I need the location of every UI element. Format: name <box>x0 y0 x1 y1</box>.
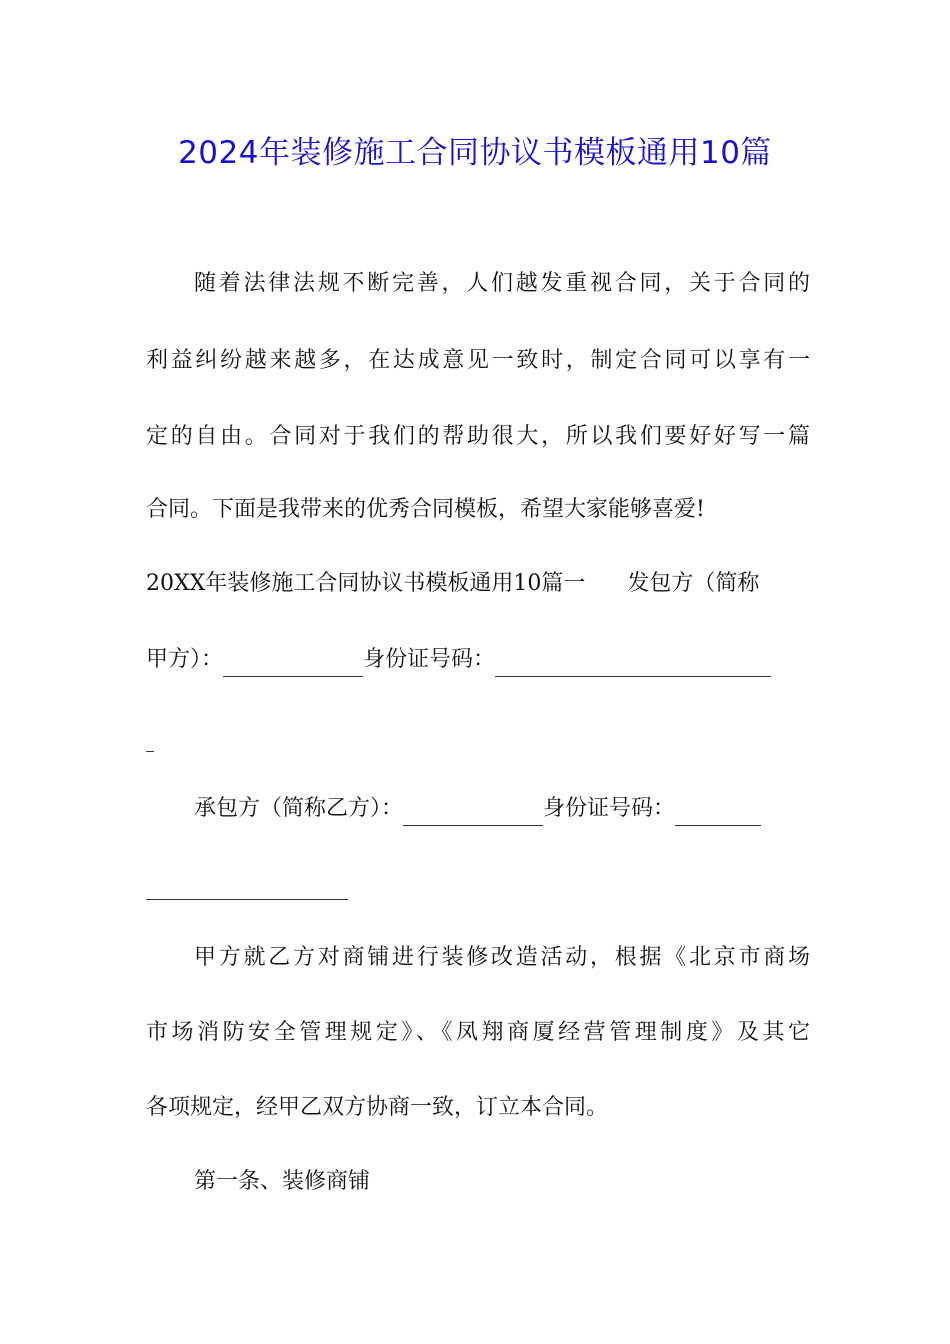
party-a-line-3 <box>146 718 810 752</box>
party-a-name-blank[interactable] <box>223 652 363 677</box>
party-b-id-blank[interactable] <box>675 801 761 826</box>
party-b-line-1 <box>194 792 810 826</box>
party-b-label: 承包方（简称乙方）： <box>194 796 404 821</box>
intro-line-3: 定的自由。合同对于我们的帮助很大，所以我们要好好写一篇 <box>146 424 810 449</box>
party-b-line-2 <box>146 866 810 900</box>
section-heading: 20XX年装修施工合同协议书模板通用10篇一 <box>146 571 586 596</box>
party-a-id-blank[interactable] <box>495 652 771 677</box>
intro-line-1: 随着法律法规不断完善，人们越发重视合同，关于合同的 <box>194 271 810 296</box>
party-a-label-start: 发包方（简称 <box>627 571 760 596</box>
party-a-id-label: 身份证号码： <box>363 647 496 672</box>
intro-line-2: 利益纠纷越来越多，在达成意见一致时，制定合同可以享有一 <box>146 348 810 373</box>
party-b-name-blank[interactable] <box>403 801 543 826</box>
party-a-label-end: 甲方）： <box>146 647 224 672</box>
intro-line-4: 合同。下面是我带来的优秀合同模板，希望大家能够喜爱! <box>146 497 705 522</box>
agreement-line-1: 甲方就乙方对商铺进行装修改造活动，根据《北京市商场 <box>194 945 810 970</box>
party-a-line-1 <box>146 567 810 601</box>
party-b-id-label: 身份证号码： <box>543 796 676 821</box>
agreement-line-2: 市场消防安全管理规定》、《凤翔商厦经营管理制度》及其它 <box>146 1020 810 1045</box>
article-1-heading: 第一条、装修商铺 <box>194 1169 371 1194</box>
party-b-id-blank-continued[interactable] <box>146 875 348 900</box>
document-title: 2024年装修施工合同协议书模板通用10篇 <box>178 135 772 171</box>
party-a-id-blank-continued[interactable] <box>146 727 154 752</box>
agreement-line-3: 各项规定，经甲乙双方协商一致，订立本合同。 <box>146 1095 609 1120</box>
party-a-line-2 <box>146 643 810 677</box>
